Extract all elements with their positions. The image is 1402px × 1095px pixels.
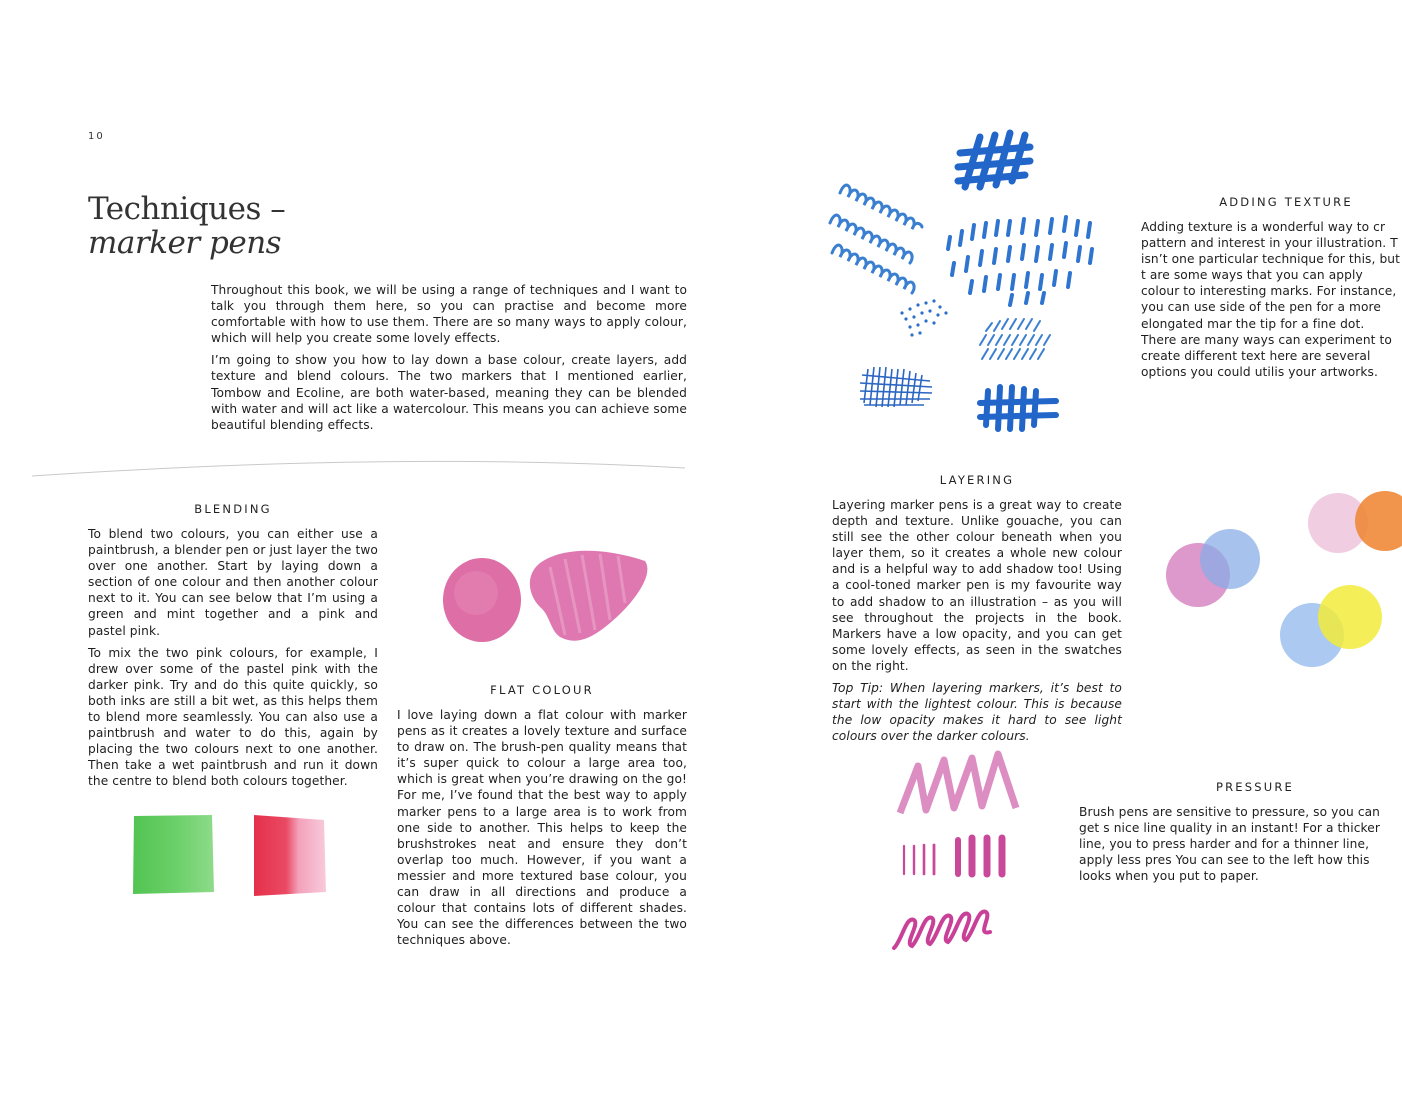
- pink-red-swatch: [254, 815, 326, 896]
- dot-marks: [900, 299, 947, 336]
- adding-texture-paragraph: Adding texture is a wonderful way to cr pattern and interest in your illustration. T isn’t one particular technique for this, but t are some ways that you can apply colour to interesting marks. For instance, you can use side of the pen for a more elongated mar the tip for a fine dot. There are many ways can experiment to create different text here are several options you could utilis your artworks.: [1141, 220, 1400, 379]
- layering-top-tip: Top Tip: When layering markers, it’s best to start with the lightest colour. This is because the low opacity makes it hard to see light colours over the darker colours.: [832, 681, 1122, 744]
- flat-colour-paragraph: I love laying down a flat colour with marker pens as it creates a lovely texture and surface to draw on. The brush-pen quality means that it’s super quick to colour a large area too, which is great when you’re drawing on the go! For me, I’ve found that the best way to apply marker pens to a large area is to work from one side to another. This helps to keep the brushstrokes neat and ensure they don’t overlap too much. However, if you want a messier and more textured base colour, you can draw in all directions and produce a colour that contains lots of different shades. You can see the differences between the two techniques above.: [397, 708, 687, 948]
- fine-stroke-marks: [980, 319, 1050, 359]
- flat-colour-text: [397, 707, 687, 954]
- thick-hash-mark: [958, 133, 1030, 187]
- pressure-text: [1079, 804, 1402, 890]
- layering-paragraph: Layering marker pens is a great way to create depth and texture. Unlike gouache, you can still see the other colour beneath when you layer them, so it creates a whole new colour and is a helpful way to add shadow too! Using a cool-toned marker pen is my favourite way to add shadow to an illustration – as you will see throughout the projects in the book. Markers have a low opacity, and you can get some lovely effects, as seen in the swatches on the right.: [832, 498, 1122, 673]
- pressure-heading: PRESSURE: [1215, 780, 1295, 794]
- fine-crosshatch-mark: [860, 367, 932, 407]
- tick-marks: [948, 217, 1092, 305]
- pressure-marks-illustration: [888, 748, 1028, 958]
- intro-paragraph-2: I’m going to show you how to lay down a base colour, create layers, add texture and blend colours. The two markers that I mentioned earlier, Tombow and Ecoline, are both water-based, meaning they can be blended with water and will act like a watercolour. This means you can achieve some beautiful blending effects.: [211, 353, 687, 432]
- loop-marks: [830, 185, 922, 293]
- pressure-paragraph: Brush pens are sensitive to pressure, so you can get s nice line quality in an instant! For a thicker line, you to press harder and for a thinner line, apply less pres You can see to the left how this looks when you put to paper.: [1079, 805, 1381, 884]
- green-swatch: [133, 815, 214, 894]
- layering-text: [832, 497, 1122, 750]
- line-marks: [904, 838, 1002, 874]
- adding-texture-text: [1141, 219, 1402, 386]
- blending-text: [88, 526, 378, 796]
- adding-texture-heading: ADDING TEXTURE: [1219, 195, 1353, 209]
- blending-paragraph-1: To blend two colours, you can either use a paintbrush, a blender pen or just layer the two over one another. Start by laying down a section of one colour and then another colour next to it. You can see below that I’m using a green and mint together and a pink and pastel pink.: [88, 527, 378, 638]
- page-title: [88, 192, 285, 260]
- flat-colour-swatches: [440, 545, 655, 650]
- section-divider: [30, 455, 690, 480]
- texture-marks-illustration: [820, 125, 1110, 440]
- blending-heading: BLENDING: [194, 502, 272, 516]
- intro-text: [211, 282, 687, 439]
- title-line-2: marker pens: [88, 225, 282, 261]
- title-line-1: Techniques –: [88, 191, 286, 227]
- layering-swatches: [1160, 485, 1402, 685]
- blending-paragraph-2: To mix the two pink colours, for example, I drew over some of the pastel pink with the darker pink. Try and do this quite quickly, so both inks are still a bit wet, as this helps them to blend more seamlessly. You can also use a paintbrush and water to do this, again by placing the two colours next to one another. Then take a wet paintbrush and run it down the centre to blend both colours together.: [88, 645, 378, 789]
- flat-colour-heading: FLAT COLOUR: [490, 683, 594, 697]
- layering-heading: LAYERING: [939, 473, 1015, 487]
- intro-paragraph-1: Throughout this book, we will be using a range of techniques and I want to talk you through them here, so you can practise and become more comfortable with how to use them. There are so many ways to apply colour, which will help you create some lovely effects.: [211, 283, 687, 346]
- zigzag-mark: [900, 754, 1016, 813]
- bold-hash-mark: [980, 387, 1056, 429]
- loop-pressure-mark: [894, 912, 990, 948]
- blending-swatches: [128, 812, 333, 900]
- page-number: 10: [88, 131, 105, 142]
